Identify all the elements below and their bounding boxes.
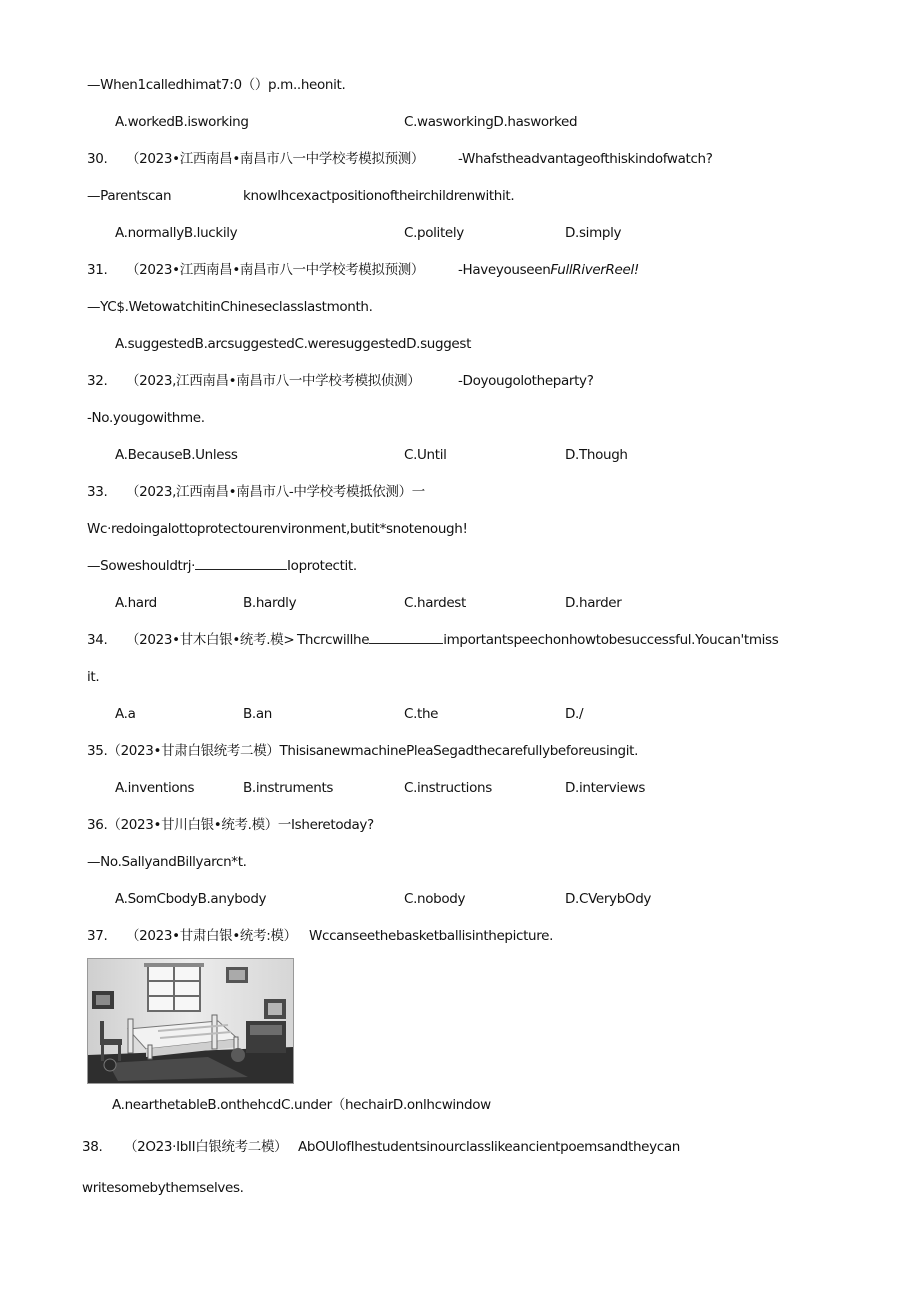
q30-answer-end: knowlhcexactpositionoftheirchildrenwithit.: [243, 188, 515, 204]
q33-option-b: B.hardly: [243, 595, 297, 611]
q35-option-c: C.instructions: [404, 780, 492, 796]
bedroom-photo-icon: [87, 958, 294, 1084]
q35-option-d: D.interviews: [565, 780, 646, 796]
q30-options-ab: A.normallyB.luckily: [115, 225, 238, 241]
q32-option-c: C.Until: [404, 447, 447, 463]
q30-option-c: C.politely: [404, 225, 464, 241]
q37-options: A.nearthetableB.onthehcdC.under（hechairD.onlhcwindow: [112, 1097, 491, 1113]
q31-question-text: -Haveyouseen: [458, 262, 551, 278]
q31-answer: —YC$.WetowatchitinChineseclasslastmonth.: [87, 299, 373, 315]
q33-number: 33.: [87, 484, 108, 500]
q30-number: 30.: [87, 151, 108, 167]
q31-number: 31.: [87, 262, 108, 278]
q36-options-ab: A.SomCbodyB.anybody: [115, 891, 267, 907]
q36-option-d: D.CVerybOdy: [565, 891, 652, 907]
q33-answer-start: —Soweshouldtrj·: [87, 558, 196, 574]
q33-option-a: A.hard: [115, 595, 157, 611]
q37-question: Wccanseethebasketballisinthepicture.: [309, 928, 554, 944]
q35-option-a: A.inventions: [115, 780, 195, 796]
q31-question: [458, 261, 639, 279]
q34-option-b: B.an: [243, 706, 272, 722]
q34-option-c: C.the: [404, 706, 439, 722]
q34-question-cont: it.: [87, 669, 100, 685]
q34-option-a: A.a: [115, 706, 136, 722]
q30-question: -Whafstheadvantageofthiskindofwatch?: [458, 151, 713, 167]
q32-options-ab: A.BecauseB.Unless: [115, 447, 238, 463]
q36-question: 36.（2023•甘川白银•统考.模）一Isheretoday?: [87, 817, 374, 833]
q30-answer-start: —Parentscan: [87, 188, 172, 204]
q29-options-cd: C.wasworkingD.hasworked: [404, 114, 578, 130]
q32-question: -Doyougolotheparty?: [458, 373, 594, 389]
q35-question: 35.（2023•甘肃白银统考二模）ThisisanewmachinePleaSegadthecarefullybeforeusingit.: [87, 743, 639, 759]
q34-source: （2023•甘木白银•统考.模>: [126, 632, 295, 648]
q31-film-title: FullRiverReel!: [550, 262, 639, 278]
q36-answer: —No.SallyandBillyarcn*t.: [87, 854, 247, 870]
q33-blank: [195, 557, 287, 570]
q36-option-c: C.nobody: [404, 891, 466, 907]
q38-source: （2O23·IbII白银统考二模）: [124, 1139, 288, 1155]
q34-blank: [369, 631, 443, 644]
q33-answer-end: Ioprotectit.: [287, 558, 357, 574]
q38-question: AbOUlofIhestudentsinourclasslikeancientpoemsandtheycan: [298, 1139, 680, 1155]
q33-option-d: D.harder: [565, 595, 622, 611]
q32-number: 32.: [87, 373, 108, 389]
q33-answer: [87, 557, 357, 575]
q33-source: （2023,江西南昌•南昌市八-中学校考模抵依测）一: [126, 484, 425, 500]
q34-question-end: importantspeechonhowtobesuccessful.Youcan'tmiss: [443, 632, 779, 648]
q38-number: 38.: [82, 1139, 103, 1155]
q30-option-d: D.simply: [565, 225, 622, 241]
q32-source: （2023,江西南昌•南昌市八一中学校考模拟侦测）: [126, 373, 421, 389]
q37-source: （2023•甘肃白银•统考:模）: [126, 928, 297, 944]
q33-option-c: C.hardest: [404, 595, 466, 611]
q31-options: A.suggestedB.arcsuggestedC.weresuggestedD.suggest: [115, 336, 472, 352]
q34-option-d: D./: [565, 706, 584, 722]
q32-answer: -No.yougowithme.: [87, 410, 205, 426]
q37-number: 37.: [87, 928, 108, 944]
q34-question: [297, 631, 778, 649]
q33-question: Wc·redoingalottoprotectourenvironment,butit*snotenough!: [87, 521, 468, 537]
q30-source: （2023•江西南昌•南昌市八一中学校考模拟预测）: [126, 151, 425, 167]
q29-options-ab: A.workedB.isworking: [115, 114, 249, 130]
q34-question-start: Thcrcwillhe: [297, 632, 370, 648]
q31-source: （2023•江西南昌•南昌市八一中学校考模拟预测）: [126, 262, 425, 278]
q38-question-cont: writesomebythemselves.: [82, 1180, 244, 1196]
q35-option-b: B.instruments: [243, 780, 334, 796]
q34-number: 34.: [87, 632, 108, 648]
q29-stem: —When1calledhimat7:0（）p.m..heonit.: [87, 77, 346, 93]
q32-option-d: D.Though: [565, 447, 628, 463]
